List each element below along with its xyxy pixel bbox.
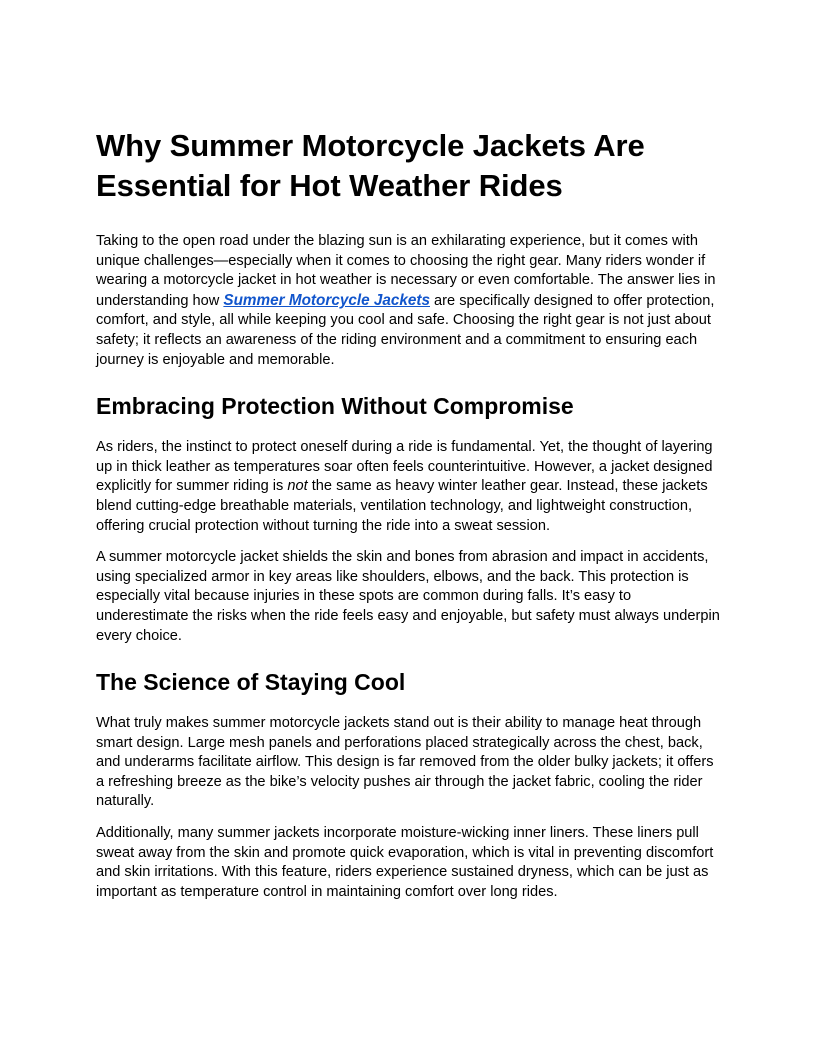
- staying-cool-paragraph-1: What truly makes summer motorcycle jackets stand out is their ability to manage heat through smart design. Large mesh panels and perforations placed strategically across the chest, back, and underarms facilitate airflow. This design is far removed from the older bulky jackets; it offers a refreshing breeze as the bike’s velocity pushes air through the jacket fabric, cooling the rider naturally.: [96, 715, 714, 810]
- intro-text-before-link: Taking to the open road under the blazing sun is an exhilarating experience, but it comes with unique challenges—especially when it comes to choosing the right gear. Many riders wonder if wearing a motorcycle jacket in hot weather is necessary or even comfortable. The answer lies in understanding how: [96, 233, 716, 309]
- intro-text-after-link: are specifically designed to offer protection, comfort, and style, all while keeping you cool and safe. Choosing the right gear is not just about safety; it reflects an awareness of the riding environment and a commitment to ensuring each journey is enjoyable and memorable.: [96, 292, 715, 368]
- summer-motorcycle-jackets-link[interactable]: Summer Motorcycle Jackets: [223, 291, 430, 309]
- intro-paragraph: [96, 232, 722, 370]
- protection-paragraph-2: A summer motorcycle jacket shields the skin and bones from abrasion and impact in accidents, using specialized armor in key areas like shoulders, elbows, and the back. This protection is especially vital because injuries in these spots are common during falls. It’s easy to underestimate the risks when the ride feels easy and enjoyable, but safety must always underpin every choice.: [96, 549, 720, 644]
- protection-paragraph-1-emphasis: not: [287, 478, 308, 495]
- section-heading-staying-cool: The Science of Staying Cool: [96, 669, 406, 696]
- document-page: [96, 126, 722, 914]
- protection-paragraph-1-text-b: the same as heavy winter leather gear. Instead, these jackets blend cutting-edge breathable materials, ventilation technology, and lightweight construction, offering crucial protection without turning the ride into a sweat session.: [96, 478, 708, 534]
- protection-paragraph-1: [96, 438, 722, 536]
- page-title: Why Summer Motorcycle Jackets Are Essential for Hot Weather Rides: [96, 128, 645, 203]
- section-heading-protection: Embracing Protection Without Compromise: [96, 393, 574, 420]
- staying-cool-paragraph-2: Additionally, many summer jackets incorporate moisture-wicking inner liners. These liners pull sweat away from the skin and promote quick evaporation, which is vital in preventing discomfort and skin irritations. With this feature, riders experience sustained dryness, which can be just as important as temperature control in maintaining comfort over long rides.: [96, 825, 714, 900]
- protection-paragraph-1-text-a: As riders, the instinct to protect oneself during a ride is fundamental. Yet, the thought of layering up in thick leather as temperatures soar often feels counterintuitive. However, a jacket designed explicitly for summer riding is: [96, 439, 713, 495]
